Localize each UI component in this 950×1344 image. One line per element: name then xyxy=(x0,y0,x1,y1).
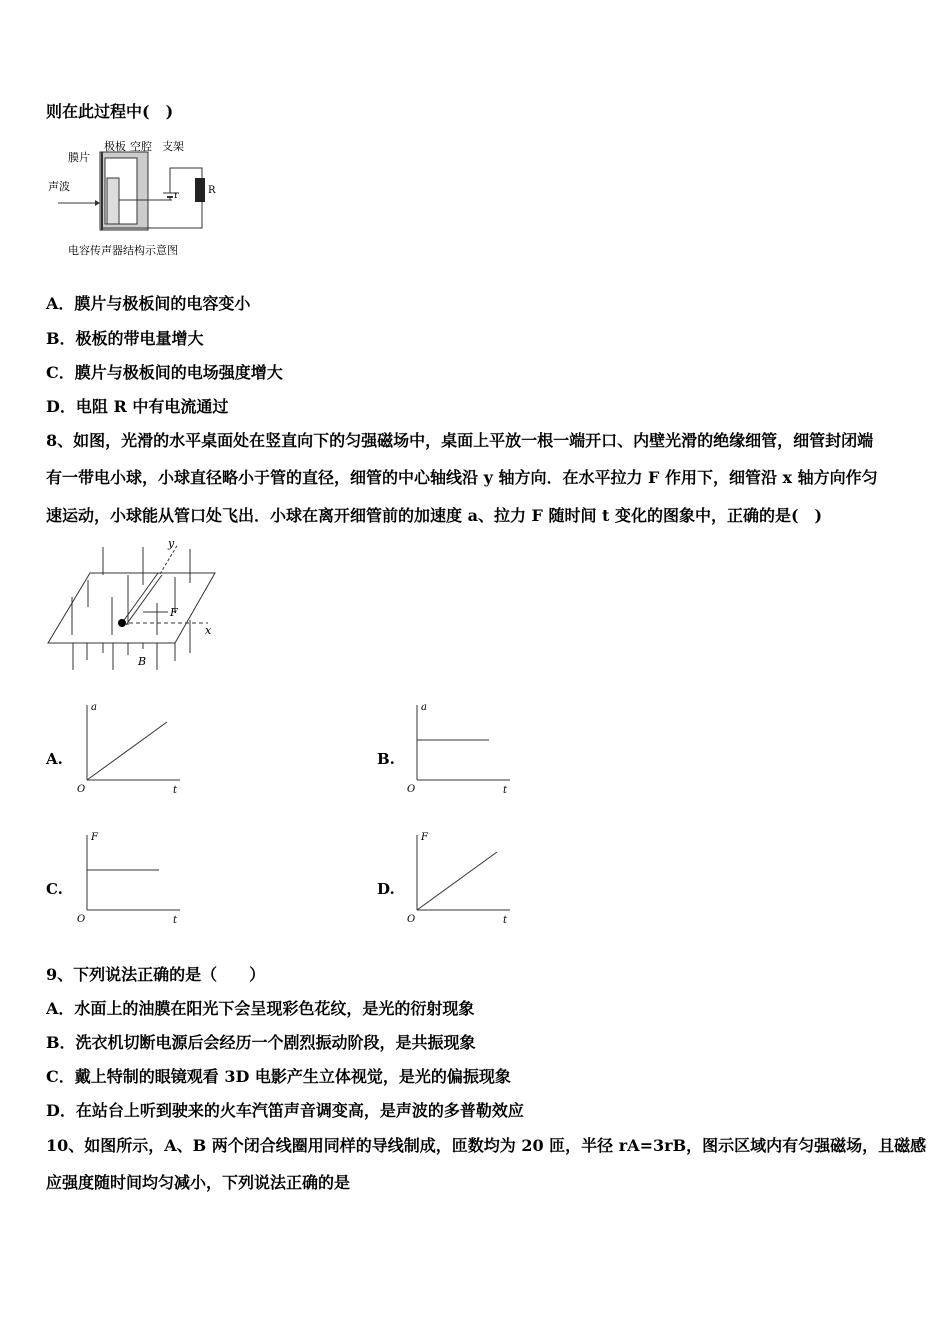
graph-option-b xyxy=(405,700,515,800)
option-text: 极板的带电量增大 xyxy=(75,329,204,348)
graph-option-letter: C. xyxy=(46,880,63,898)
q7-option-c xyxy=(46,363,283,383)
origin-label: O xyxy=(407,914,416,925)
option-text: 洗衣机切断电源后会经历一个剧烈振动阶段，是共振现象 xyxy=(75,1033,476,1052)
y-axis-label: a xyxy=(421,702,427,713)
x-axis-label: t xyxy=(503,915,508,926)
q7-option-d xyxy=(46,397,228,417)
axis-y-label: y xyxy=(168,537,175,550)
label-r: r xyxy=(174,190,179,201)
option-letter: A． xyxy=(46,999,75,1018)
y-axis-label: a xyxy=(91,702,97,713)
q9-option-c xyxy=(46,1067,511,1087)
q8-stem-line-1: 8、如图，光滑的水平桌面处在竖直向下的匀强磁场中，桌面上平放一根一端开口、内壁光滑的绝缘细管，细管封闭端 xyxy=(46,431,874,450)
graph-option-c xyxy=(75,830,185,930)
graph-option-letter: B. xyxy=(377,750,395,768)
graph-option-a xyxy=(75,700,185,800)
option-letter: B． xyxy=(46,1033,76,1052)
option-text: 在站台上听到驶来的火车汽笛声音调变高，是声波的多普勒效应 xyxy=(75,1101,524,1120)
q7-option-b xyxy=(46,329,204,349)
magnetic-field-table-figure xyxy=(40,535,230,675)
x-axis-label: t xyxy=(173,785,178,796)
q10-stem-line-1: 10、如图所示，A、B 两个闭合线圈用同样的导线制成，匝数均为 20 匝，半径 rA=3rB，图示区域内有匀强磁场，且磁感 xyxy=(46,1136,927,1155)
force-label: F xyxy=(170,606,178,619)
label-sound: 声波 xyxy=(48,180,70,193)
x-axis-label: t xyxy=(173,915,178,926)
y-axis-label: F xyxy=(421,832,428,843)
field-label: B xyxy=(138,655,147,668)
q8-stem-line-3: 速运动，小球能从管口处飞出．小球在离开细管前的加速度 a、拉力 F 随时间 t 变化的图象中，正确的是( ) xyxy=(46,506,823,525)
q9-stem: 9、下列说法正确的是（ ） xyxy=(46,965,266,984)
label-plate: 极板 xyxy=(104,140,126,153)
graph-line xyxy=(417,852,497,910)
graph-option-letter: D. xyxy=(377,880,395,898)
graph-line xyxy=(87,722,167,780)
option-letter: A． xyxy=(46,294,75,313)
axis-x-label: x xyxy=(205,624,212,637)
option-text: 膜片与极板间的电容变小 xyxy=(74,294,251,313)
q9-option-d xyxy=(46,1101,524,1121)
option-text: 水面上的油膜在阳光下会呈现彩色花纹，是光的衍射现象 xyxy=(74,999,475,1018)
q9-option-b xyxy=(46,1033,476,1053)
capacitor-microphone-figure xyxy=(40,130,230,260)
option-letter: D． xyxy=(46,1101,76,1120)
origin-label: O xyxy=(407,784,416,795)
figure-caption: 电容传声器结构示意图 xyxy=(68,244,178,257)
y-axis-label: F xyxy=(91,832,98,843)
option-letter: C． xyxy=(46,363,75,382)
origin-label: O xyxy=(77,784,86,795)
option-text: 膜片与极板间的电场强度增大 xyxy=(74,363,283,382)
option-text: 戴上特制的眼镜观看 3D 电影产生立体视觉，是光的偏振现象 xyxy=(74,1067,511,1086)
q9-option-a xyxy=(46,999,474,1019)
graph-option-d xyxy=(405,830,515,930)
q7-option-a xyxy=(46,294,250,314)
option-text: 电阻 R 中有电流通过 xyxy=(75,397,229,416)
option-letter: C． xyxy=(46,1067,75,1086)
label-R: R xyxy=(208,185,216,196)
origin-label: O xyxy=(77,914,86,925)
label-membrane: 膜片 xyxy=(68,151,90,164)
label-cavity: 空腔 xyxy=(130,140,152,153)
option-letter: D． xyxy=(46,397,76,416)
q8-stem-line-2: 有一带电小球，小球直径略小于管的直径，细管的中心轴线沿 y 轴方向．在水平拉力 F 作用下，细管沿 x 轴方向作匀 xyxy=(46,468,878,487)
graph-option-letter: A. xyxy=(46,750,63,768)
q10-stem-line-2: 应强度随时间均匀减小，下列说法正确的是 xyxy=(46,1173,351,1192)
option-letter: B． xyxy=(46,329,76,348)
x-axis-label: t xyxy=(503,785,508,796)
label-bracket: 支架 xyxy=(162,140,184,153)
q7-stem-tail: 则在此过程中( ) xyxy=(46,102,174,121)
